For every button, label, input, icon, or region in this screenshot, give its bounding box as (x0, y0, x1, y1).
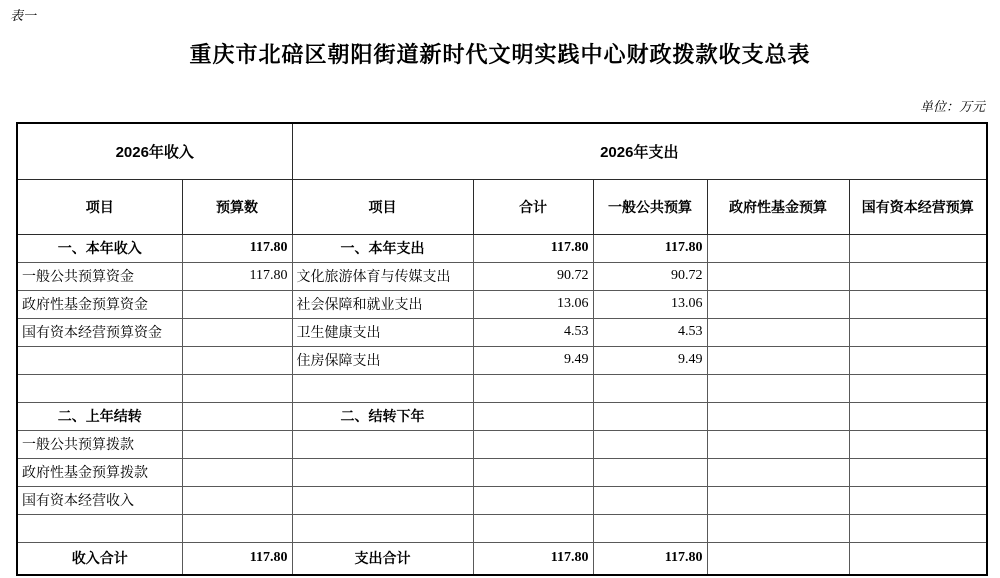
expense-item-cell: 文化旅游体育与传媒支出 (292, 262, 473, 290)
expense-total-cell (473, 374, 593, 402)
budget-table (16, 122, 988, 576)
income-item-cell: 一般公共预算资金 (17, 262, 182, 290)
table-row (17, 542, 987, 575)
expense-item-cell: 社会保障和就业支出 (292, 290, 473, 318)
expense-gov-fund-cell (707, 318, 849, 346)
expense-state-capital-cell (849, 374, 987, 402)
group-header-row (17, 123, 987, 179)
expense-general-public-cell: 13.06 (593, 290, 707, 318)
income-item-cell: 收入合计 (17, 542, 182, 575)
income-amount-cell (182, 458, 292, 486)
expense-item-cell (292, 514, 473, 542)
expense-general-public-cell (593, 486, 707, 514)
expense-state-capital-cell (849, 514, 987, 542)
expense-state-capital-cell (849, 346, 987, 374)
expense-gov-fund-cell (707, 514, 849, 542)
table-row (17, 402, 987, 430)
income-amount-cell (182, 290, 292, 318)
expense-item-cell: 一、本年支出 (292, 234, 473, 262)
expense-state-capital-cell (849, 290, 987, 318)
expense-general-public-cell (593, 402, 707, 430)
income-amount-cell (182, 402, 292, 430)
expense-total-cell: 117.80 (473, 234, 593, 262)
expense-state-capital-cell (849, 486, 987, 514)
expense-item-cell: 住房保障支出 (292, 346, 473, 374)
expense-state-capital-cell (849, 234, 987, 262)
expense-general-public-cell: 117.80 (593, 542, 707, 575)
income-amount-cell (182, 514, 292, 542)
income-amount-cell (182, 374, 292, 402)
expense-item-cell (292, 486, 473, 514)
income-item-column-header: 项目 (17, 179, 182, 234)
income-item-cell: 政府性基金预算资金 (17, 290, 182, 318)
table-tag-label: 表一 (10, 8, 37, 23)
income-amount-cell (182, 430, 292, 458)
income-amount-cell: 117.80 (182, 234, 292, 262)
expense-total-cell: 4.53 (473, 318, 593, 346)
table-row (17, 346, 987, 374)
income-amount-cell: 117.80 (182, 262, 292, 290)
expense-general-public-cell (593, 374, 707, 402)
state-capital-column-header: 国有资本经营预算 (849, 179, 987, 234)
expense-general-public-cell (593, 430, 707, 458)
expense-gov-fund-cell (707, 458, 849, 486)
expense-gov-fund-cell (707, 430, 849, 458)
expense-general-public-cell: 4.53 (593, 318, 707, 346)
income-item-cell: 国有资本经营收入 (17, 486, 182, 514)
expense-gov-fund-cell (707, 262, 849, 290)
total-column-header: 合计 (473, 179, 593, 234)
expense-item-cell (292, 374, 473, 402)
income-item-cell: 二、上年结转 (17, 402, 182, 430)
table-row (17, 234, 987, 262)
expense-state-capital-cell (849, 262, 987, 290)
table-row (17, 374, 987, 402)
expense-gov-fund-cell (707, 486, 849, 514)
table-row (17, 514, 987, 542)
expense-total-cell (473, 402, 593, 430)
expense-state-capital-cell (849, 318, 987, 346)
income-item-cell (17, 514, 182, 542)
expense-state-capital-cell (849, 458, 987, 486)
income-item-cell (17, 374, 182, 402)
income-amount-cell (182, 318, 292, 346)
general-public-column-header: 一般公共预算 (593, 179, 707, 234)
expense-general-public-cell (593, 514, 707, 542)
budget-table-body (17, 234, 987, 575)
expense-gov-fund-cell (707, 234, 849, 262)
expense-state-capital-cell (849, 430, 987, 458)
expense-item-cell (292, 430, 473, 458)
income-amount-cell (182, 486, 292, 514)
expense-total-cell (473, 514, 593, 542)
income-item-cell (17, 346, 182, 374)
expense-total-cell: 117.80 (473, 542, 593, 575)
table-row (17, 458, 987, 486)
table-row (17, 486, 987, 514)
income-amount-column-header: 预算数 (182, 179, 292, 234)
expense-item-cell: 支出合计 (292, 542, 473, 575)
budget-table-header (17, 123, 987, 234)
income-item-cell: 国有资本经营预算资金 (17, 318, 182, 346)
expense-item-column-header: 项目 (292, 179, 473, 234)
expense-general-public-cell (593, 458, 707, 486)
expense-state-capital-cell (849, 402, 987, 430)
income-amount-cell: 117.80 (182, 542, 292, 575)
expense-gov-fund-cell (707, 290, 849, 318)
income-item-cell: 一、本年收入 (17, 234, 182, 262)
table-row (17, 290, 987, 318)
expense-total-cell (473, 458, 593, 486)
table-row (17, 262, 987, 290)
expense-gov-fund-cell (707, 346, 849, 374)
table-row (17, 318, 987, 346)
income-item-cell: 政府性基金预算拨款 (17, 458, 182, 486)
expense-state-capital-cell (849, 542, 987, 575)
expense-general-public-cell: 90.72 (593, 262, 707, 290)
expense-total-cell: 13.06 (473, 290, 593, 318)
expense-item-cell (292, 458, 473, 486)
column-header-row (17, 179, 987, 234)
table-row (17, 430, 987, 458)
expense-gov-fund-cell (707, 374, 849, 402)
income-amount-cell (182, 346, 292, 374)
income-item-cell: 一般公共预算拨款 (17, 430, 182, 458)
gov-fund-column-header: 政府性基金预算 (707, 179, 849, 234)
expense-gov-fund-cell (707, 402, 849, 430)
income-group-header: 2026年收入 (17, 123, 292, 179)
expense-total-cell (473, 486, 593, 514)
expense-group-header: 2026年支出 (292, 123, 987, 179)
page-title: 重庆市北碚区朝阳街道新时代文明实践中心财政拨款收支总表 (189, 42, 811, 67)
unit-note: 单位：万元 (919, 99, 985, 114)
expense-item-cell: 二、结转下年 (292, 402, 473, 430)
expense-general-public-cell: 117.80 (593, 234, 707, 262)
expense-total-cell: 9.49 (473, 346, 593, 374)
expense-total-cell (473, 430, 593, 458)
expense-general-public-cell: 9.49 (593, 346, 707, 374)
expense-total-cell: 90.72 (473, 262, 593, 290)
expense-item-cell: 卫生健康支出 (292, 318, 473, 346)
expense-gov-fund-cell (707, 542, 849, 575)
